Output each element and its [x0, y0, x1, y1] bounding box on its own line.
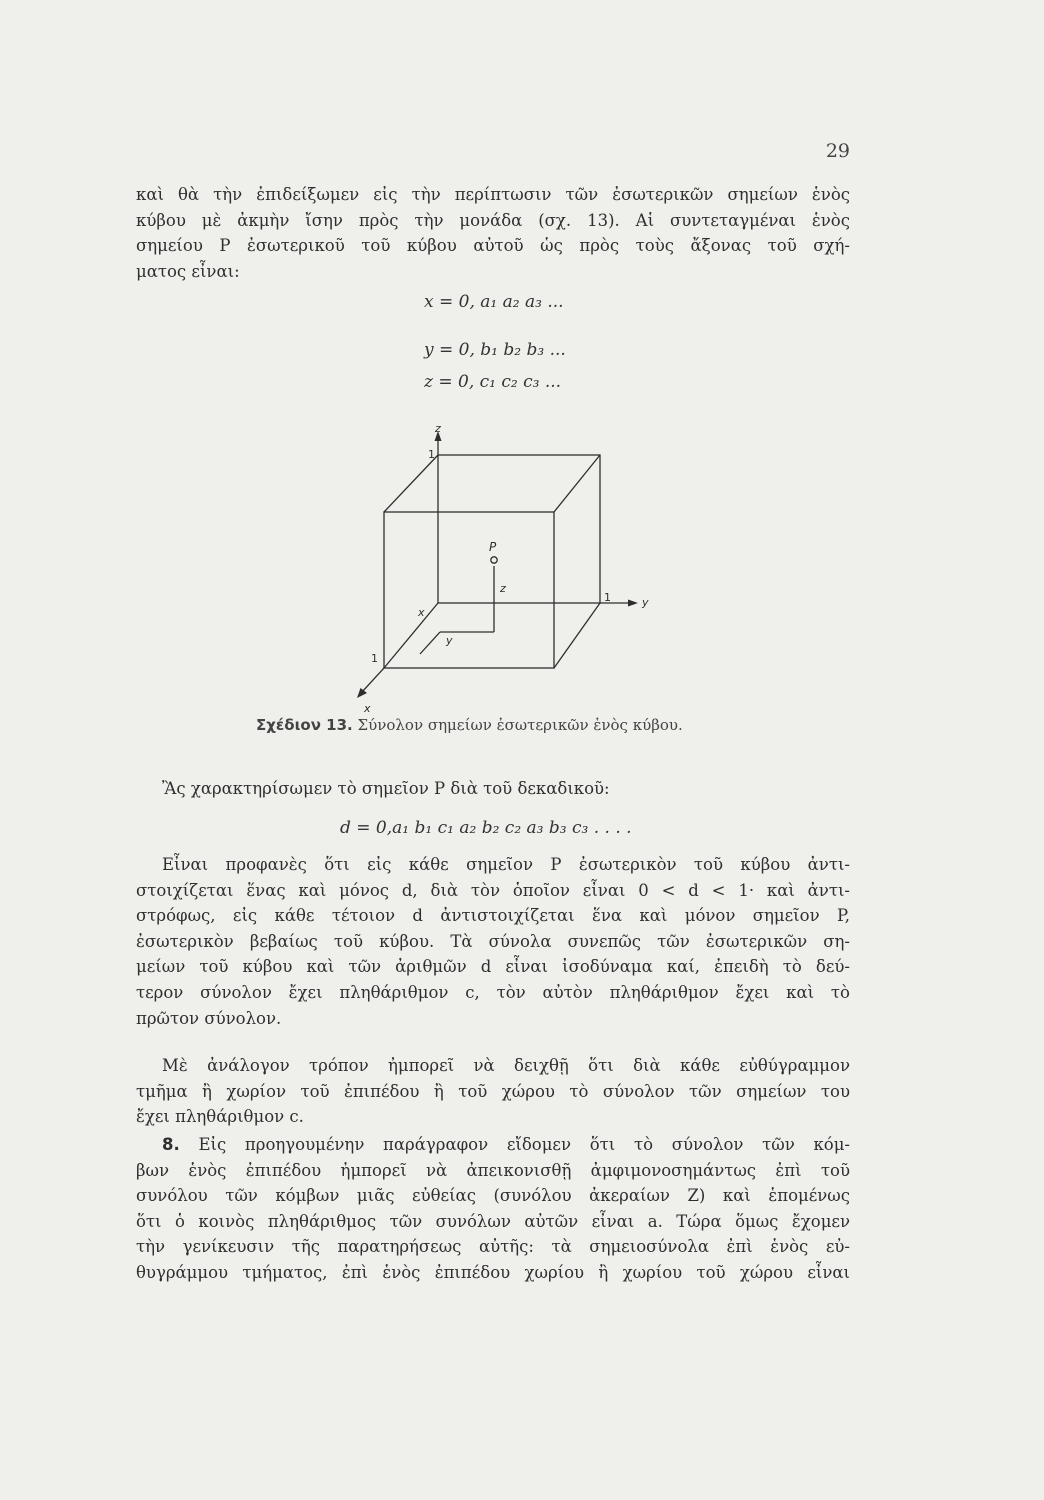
text-line: συνόλου τῶν κόμβων μιᾶς εὐθείας (συνόλου ἀκεραίων Z) καὶ ἑπομένως	[136, 1186, 850, 1206]
x-axis-label: x	[364, 702, 371, 715]
text-line: βων ἑνὸς ἐπιπέδου ἠμπορεῖ νὰ ἀπεικονισθῇ ἀμφιμονοσημάντως ἐπὶ τοῦ	[136, 1160, 850, 1180]
point-x-coordinate	[420, 632, 440, 654]
section-number: 8.	[162, 1135, 180, 1154]
text-line: στοιχίζεται ἕνας καὶ μόνος d, διὰ τὸν ὁποῖον εἶναι 0 < d < 1· καὶ ἀντι-	[136, 880, 850, 900]
cube-front-face	[384, 512, 554, 668]
equation-y: y = 0, b₁ b₂ b₃ ...	[424, 340, 566, 360]
text-line: πρῶτον σύνολον.	[136, 1008, 282, 1028]
unit-label-x: 1	[371, 652, 378, 665]
x-axis-arrow-icon	[357, 688, 367, 698]
text-line: ἔχει πληθάριθμον c.	[136, 1107, 304, 1127]
cube-back-face	[438, 455, 600, 603]
cube-figure	[340, 420, 660, 720]
text-line: τερον σύνολον ἔχει πληθάριθμον c, τὸν αὐτὸν πληθάριθμον ἔχει καὶ τὸ	[136, 982, 850, 1002]
text-line: ἐσωτερικὸν βεβαίως τοῦ κύβου. Τὰ σύνολα συνεπῶς τῶν ἐσωτερικῶν ση-	[136, 931, 850, 951]
figure-caption	[256, 716, 683, 734]
y-axis-arrow-icon	[628, 600, 638, 607]
text-line: Μὲ ἀνάλογον τρόπον ἠμπορεῖ νὰ δειχθῇ ὅτι διὰ κάθε εὐθύγραμμον	[162, 1056, 850, 1075]
text-line: θυγράμμου τμήματος, ἐπὶ ἑνὸς ἐπιπέδου χωρίου ἢ χωρίου τοῦ χώρου εἶναι	[136, 1262, 850, 1282]
text-line: τμῆμα ἢ χωρίον τοῦ ἐπιπέδου ἢ τοῦ χώρου τὸ σύνολον τῶν σημείων του	[136, 1081, 850, 1101]
point-p-label: P	[489, 540, 497, 554]
decimal-equation: d = 0,a₁ b₁ c₁ a₂ b₂ c₂ a₃ b₃ c₃ . . . .	[340, 818, 632, 838]
figure-caption-label: Σχέδιον 13.	[256, 716, 353, 734]
text-line: 8. Εἰς προηγουμένην παράγραφον εἴδομεν ὅτι τὸ σύνολον τῶν κόμ-	[162, 1135, 850, 1154]
paragraph-2	[136, 1053, 850, 1130]
text-line: στρόφως, εἰς κάθε τέτοιον d ἀντιστοιχίζεται ἕνα καὶ μόνον σημεῖον P,	[136, 906, 850, 926]
cube-edge	[384, 603, 438, 668]
cube-edge	[554, 603, 600, 668]
decimal-intro-paragraph	[136, 776, 850, 802]
text-line: μείων τοῦ κύβου καὶ τῶν ἀριθμῶν d εἶναι ἰσοδύναμα καί, ἐπειδὴ τὸ δεύ-	[136, 957, 850, 977]
text-line: ὅτι ὁ κοινὸς πληθάριθμος τῶν συνόλων αὐτῶν εἶναι a. Τώρα ὅμως ἔχομεν	[136, 1211, 850, 1231]
z-axis-label: z	[435, 422, 441, 435]
y-axis-label: y	[642, 596, 649, 609]
equation-x: x = 0, a₁ a₂ a₃ ...	[424, 292, 564, 312]
coord-y-label: y	[446, 634, 453, 647]
paragraph-1	[136, 852, 850, 1031]
figure-caption-text: Σύνολον σημείων ἐσωτερικῶν ἑνὸς κύβου.	[357, 716, 683, 734]
page-number: 29	[825, 140, 850, 162]
paragraph-3	[136, 1132, 850, 1286]
coord-z-label: z	[500, 582, 506, 595]
cube-edge	[384, 455, 438, 512]
intro-paragraph	[136, 182, 850, 284]
text-line: σημείου P ἐσωτερικοῦ τοῦ κύβου αὐτοῦ ὡς πρὸς τοὺς ἄξονας τοῦ σχή-	[136, 236, 850, 256]
text-line: τὴν γενίκευσιν τῆς παρατηρήσεως αὐτῆς: τὰ σημειοσύνολα ἐπὶ ἑνὸς εὐ-	[136, 1237, 850, 1257]
cube-edge	[554, 455, 600, 512]
unit-label-y: 1	[604, 591, 611, 604]
point-p-marker	[491, 557, 497, 563]
coord-x-label: x	[418, 606, 425, 619]
unit-label-z: 1	[428, 448, 435, 461]
text-line: ματος εἶναι:	[136, 261, 240, 281]
x-axis	[362, 668, 384, 692]
text-line: Εἶναι προφανὲς ὅτι εἰς κάθε σημεῖον P ἐσωτερικὸν τοῦ κύβου ἀντι-	[162, 855, 850, 874]
text-line: Ἂς χαρακτηρίσωμεν τὸ σημεῖον P διὰ τοῦ δεκαδικοῦ:	[162, 779, 610, 798]
text-line: καὶ θὰ τὴν ἐπιδείξωμεν εἰς τὴν περίπτωσιν τῶν ἐσωτερικῶν σημείων ἑνὸς	[136, 185, 850, 204]
equation-z: z = 0, c₁ c₂ c₃ ...	[424, 372, 562, 392]
text-line: κύβου μὲ ἀκμὴν ἴσην πρὸς τὴν μονάδα (σχ. 13). Αἱ συντεταγμέναι ἑνὸς	[136, 210, 850, 230]
